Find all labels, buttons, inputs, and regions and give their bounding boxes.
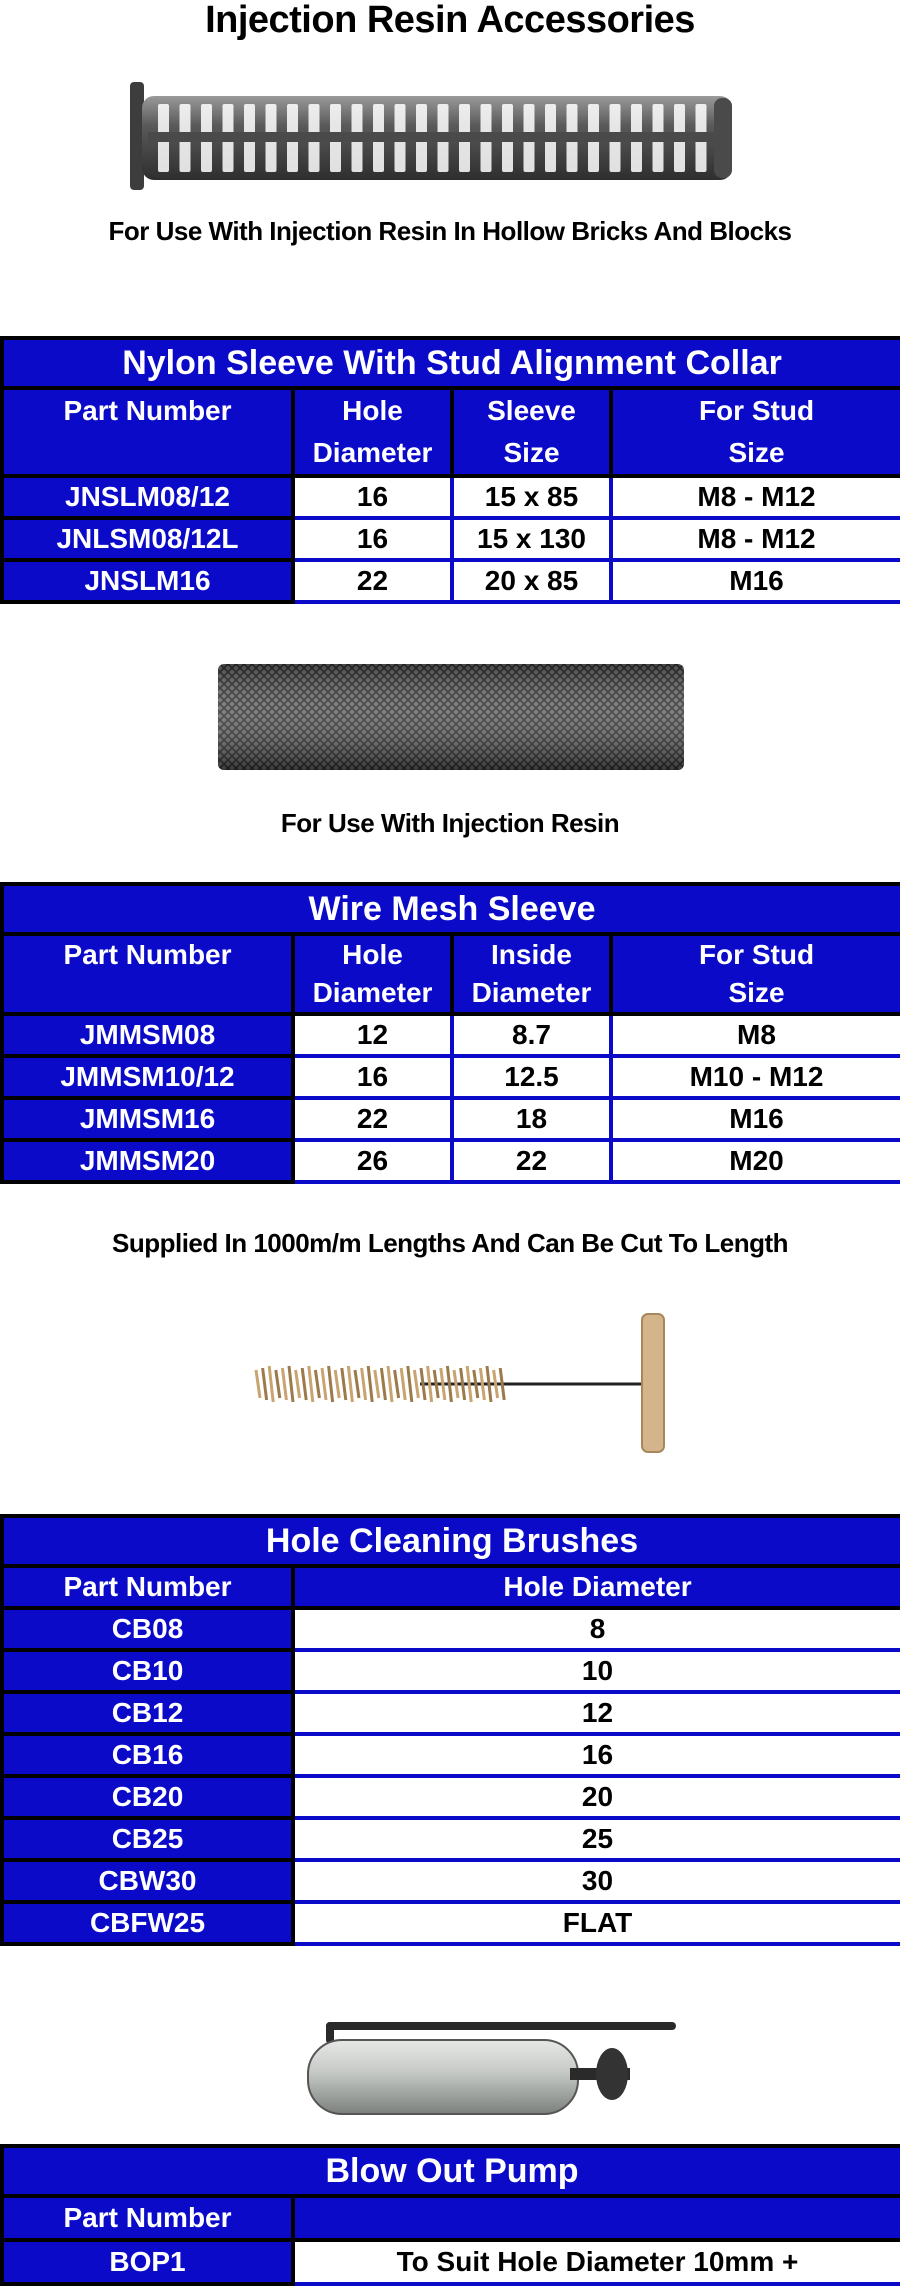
cell: 10	[293, 1650, 900, 1692]
cleaning-brush-image	[250, 1310, 680, 1456]
cell: M8 - M12	[611, 518, 900, 560]
mesh-caption: For Use With Injection Resin	[280, 808, 620, 838]
cell: 22	[293, 560, 452, 602]
header-sleeve-size: Sleeve Size	[452, 388, 611, 476]
wire-mesh-table	[0, 882, 900, 1184]
cell: 16	[293, 1056, 452, 1098]
cell: 8	[293, 1608, 900, 1650]
nylon-caption: For Use With Injection Resin In Hollow Bricks And Blocks	[108, 216, 792, 246]
header-part-number: Part Number	[2, 388, 293, 476]
table-row	[2, 1734, 900, 1776]
cell: 22	[452, 1140, 611, 1182]
part-number: JNSLM16	[2, 560, 293, 602]
page-title: Injection Resin Accessories	[205, 0, 695, 41]
cell: FLAT	[293, 1902, 900, 1944]
table-title: Nylon Sleeve With Stud Alignment Collar	[2, 338, 900, 388]
cell: 25	[293, 1818, 900, 1860]
cell: 12	[293, 1014, 452, 1056]
table-row	[2, 2240, 900, 2284]
cell: M8	[611, 1014, 900, 1056]
table-row	[2, 1860, 900, 1902]
cell: 22	[293, 1098, 452, 1140]
cell: 12	[293, 1692, 900, 1734]
cell: 15 x 130	[452, 518, 611, 560]
header-part-number: Part Number	[2, 2196, 293, 2240]
cell: 20 x 85	[452, 560, 611, 602]
part-number: JNLSM08/12L	[2, 518, 293, 560]
table-title: Blow Out Pump	[2, 2146, 900, 2196]
brush-table	[0, 1514, 900, 1946]
header-hole-diameter: Hole Diameter	[293, 1566, 900, 1608]
table-title: Hole Cleaning Brushes	[2, 1516, 900, 1566]
part-number: CB20	[2, 1776, 293, 1818]
table-row	[2, 518, 900, 560]
cell: M8 - M12	[611, 476, 900, 518]
table-row	[2, 1650, 900, 1692]
header-part-number: Part Number	[2, 1566, 293, 1608]
header-part-number: Part Number	[2, 934, 293, 1014]
table-row	[2, 1056, 900, 1098]
wire-mesh-sleeve-image	[216, 660, 686, 774]
part-number: CB16	[2, 1734, 293, 1776]
nylon-sleeve-table	[0, 336, 900, 604]
header-empty	[293, 2196, 900, 2240]
part-number: JMMSM16	[2, 1098, 293, 1140]
table-row	[2, 1902, 900, 1944]
nylon-sleeve-image	[128, 72, 738, 202]
cell: M10 - M12	[611, 1056, 900, 1098]
blow-out-pump-table	[0, 2144, 900, 2286]
part-number: CB25	[2, 1818, 293, 1860]
part-number: CB10	[2, 1650, 293, 1692]
header-inside-diameter: Inside Diameter	[452, 934, 611, 1014]
cell: M20	[611, 1140, 900, 1182]
table-row	[2, 1608, 900, 1650]
part-number: JMMSM08	[2, 1014, 293, 1056]
cell: To Suit Hole Diameter 10mm +	[293, 2240, 900, 2284]
cell: 16	[293, 1734, 900, 1776]
cell: 26	[293, 1140, 452, 1182]
cell: 30	[293, 1860, 900, 1902]
blow-out-pump-image	[300, 2010, 680, 2126]
table-row	[2, 1140, 900, 1182]
cell: 8.7	[452, 1014, 611, 1056]
cell: 12.5	[452, 1056, 611, 1098]
table-row	[2, 1014, 900, 1056]
cell: 16	[293, 476, 452, 518]
lengths-caption: Supplied In 1000m/m Lengths And Can Be Cut To Length	[111, 1228, 789, 1258]
table-row	[2, 1692, 900, 1734]
table-row	[2, 1776, 900, 1818]
cell: 20	[293, 1776, 900, 1818]
cell: 16	[293, 518, 452, 560]
table-row	[2, 560, 900, 602]
part-number: CBFW25	[2, 1902, 293, 1944]
header-stud-size: For Stud Size	[611, 388, 900, 476]
part-number: JMMSM10/12	[2, 1056, 293, 1098]
header-stud-size: For Stud Size	[611, 934, 900, 1014]
part-number: CB08	[2, 1608, 293, 1650]
header-hole-diameter: Hole Diameter	[293, 934, 452, 1014]
table-row	[2, 476, 900, 518]
cell: M16	[611, 560, 900, 602]
table-title: Wire Mesh Sleeve	[2, 884, 900, 934]
cell: M16	[611, 1098, 900, 1140]
cell: 18	[452, 1098, 611, 1140]
part-number: CB12	[2, 1692, 293, 1734]
cell: 15 x 85	[452, 476, 611, 518]
part-number: BOP1	[2, 2240, 293, 2284]
part-number: JMMSM20	[2, 1140, 293, 1182]
part-number: JNSLM08/12	[2, 476, 293, 518]
header-hole-diameter: Hole Diameter	[293, 388, 452, 476]
table-row	[2, 1098, 900, 1140]
part-number: CBW30	[2, 1860, 293, 1902]
table-row	[2, 1818, 900, 1860]
